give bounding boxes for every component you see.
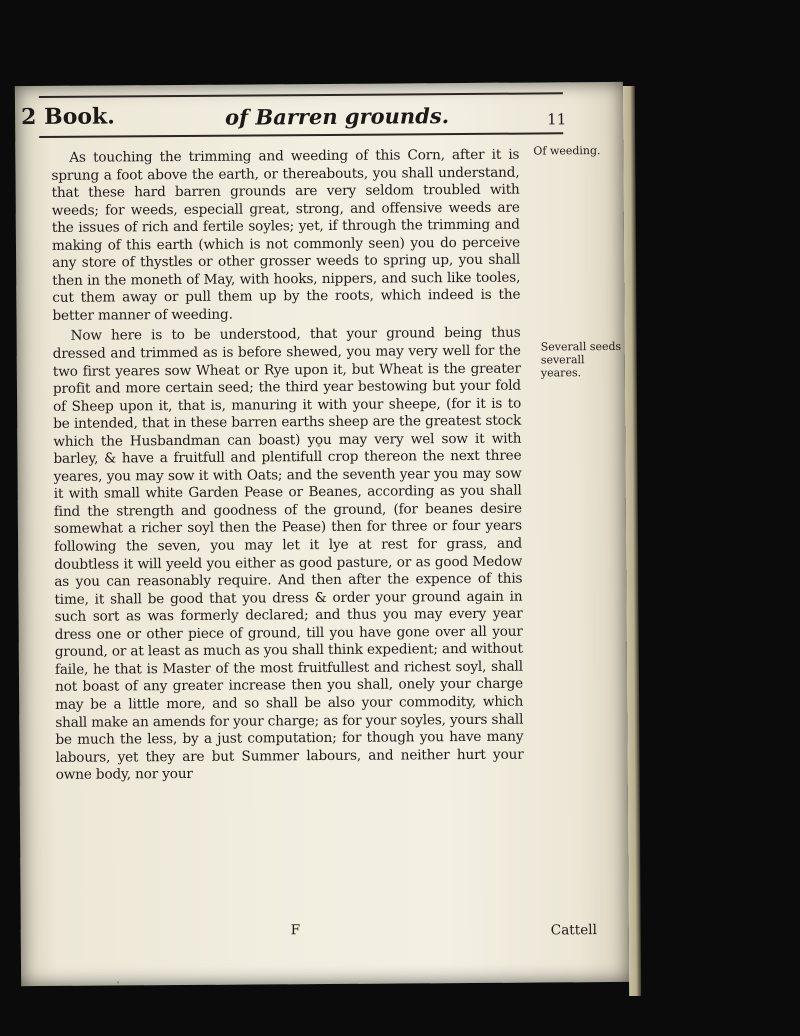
running-header — [15, 90, 623, 130]
paper-speck — [117, 981, 119, 983]
paragraph-seeds: Now here is to be understood, that your ground being thus dressed and trimmed as is before shewed, you may very well for the two first yeares sow Wheat or Rye upon it, but Wheat is the greater profit and more certain seed; the third year bestowing but your fold of Sheep upon it, that is, manuring it with your sheepe, (for it is to be intended, that in these barren earths sheep are the greatest stock which the Husbandman can boast) you may very wel sow it with barley, & have a fruitfull and plentifull crop thereon the next three yeares, you may sow it with Oats; and the seventh year you may sow it with small white Garden Pease or Beanes, according as you shall find the strength and goodness of the ground, (for beanes desire somewhat a richer soyl then the Pease) then for three or four years following the seven, you may let it lye at rest for grass, and doubtless it will yeeld you either as good pasture, or as good Medow as you can reasonably require. And then after the expence of this time, it shall be good that you dress & order your ground again in such sort as was formerly declared; and thus you may every year dress one or other piece of ground, till you have gone over all your ground, or at least as much as you shall think expedient; and without faile, he that is Master of the most fruitfullest and richest soyl, shall not boast of any greater increase then you shall, onely your charge may be a little more, and so shall be also your commodity, which shall make an amends for your charge; as for your soyles, yours shall be much the less, by a just computation; for though you have many labours, yet they are but Summer labours, and neither hurt your owne body, nor your — [52, 325, 524, 784]
catchword: Cattell — [550, 922, 597, 939]
body-text — [51, 147, 523, 785]
margin-note-seeds: Severall seeds severall yeares. — [540, 339, 622, 380]
paragraph-weeding: As touching the trimming and weeding of this Corn, after it is sprung a foot above the earth, or thereabouts, you shall understand, that these hard barren grounds are very seldom troubled with weeds; for weeds, especiall great, strong, and offensive weeds are the issues of rich and fertile soyles; yet, if through the trimming and making of this earth (which is not commonly seen) you do perceive any store of thystles or other grosser weeds to spring up, you shall then in the moneth of May, with hooks, nippers, and such like tooles, cut them away or pull them up by the roots, which indeed is the better manner of weeding. — [51, 146, 521, 324]
running-title: of Barren grounds. — [225, 103, 450, 130]
page-number: 11 — [547, 110, 567, 129]
book-page — [15, 82, 629, 986]
margin-note-weeding: Of weeding. — [533, 144, 601, 158]
signature-mark: F — [290, 922, 301, 939]
header-rule — [39, 132, 563, 138]
book-number: 2 Book. — [20, 103, 115, 131]
paper-speck — [317, 444, 320, 447]
